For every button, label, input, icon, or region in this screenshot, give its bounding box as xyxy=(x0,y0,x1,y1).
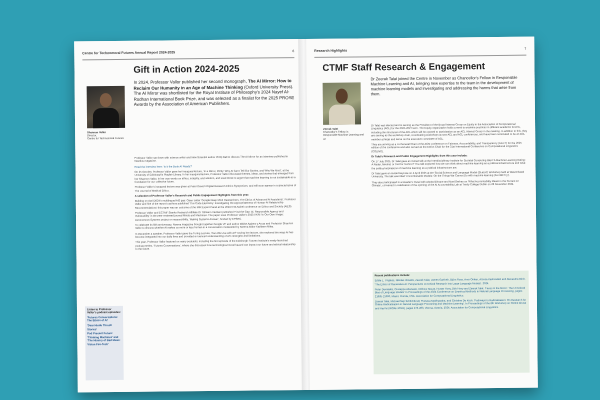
publications-heading: Recent publications include: xyxy=(374,273,410,278)
sidebar-link-futures-conversations[interactable]: 'Futures Conversations: The Ethics of AI' xyxy=(87,315,118,323)
sidebar-link-stories[interactable]: 'Dear Hindu Thrush Stories' xyxy=(87,324,112,331)
vallor-photo-caption xyxy=(87,131,129,141)
right-para-2: They are serving as a co-General Chair of the ACM conference on Fairness, Accountability, and Transparency (FAccT) for the 2025 edition of the conference and also served as the Ethics Chair for the 31st International Conference on Computational Linguistics (COLING). xyxy=(371,141,522,153)
left-page-number: 6 xyxy=(292,49,295,54)
caption-role: Chancellor's Fellow in xyxy=(323,130,349,135)
interview-link[interactable]: Read the interview here: 'Is It the Book AI Reads?' xyxy=(134,164,193,169)
left-para-1: Professor Vallor sat down with science writer and New Scientist author Philip Ball to discuss The AI Mirror for an interview published in Nautilus magazine. xyxy=(134,155,289,164)
caption-role-2: Responsible Machine Learning and xyxy=(323,133,364,138)
left-page-header xyxy=(82,47,294,60)
left-lead-paragraph xyxy=(134,78,296,108)
left-highlights-heading: A selection of Professor Vallor's Research and Public Engagement Highlights from this year: xyxy=(134,193,250,198)
right-header-title: Research Highlights xyxy=(314,48,348,53)
publication-3[interactable]: Zeerak Talat, Michael Sejr Schlichtkrull, Pranava Madhyastha, and Christine De Kock. 'Pathways to Radicalisation: On Research for Online Radicalisation in Natural Language Processing and Machine Learning'. In Proceedings of the 8th Workshop on Online Abuse and Harms (WOAH 2024), pages 276-283, Vienna, Austria, 2024. Association for Computational Linguistics. xyxy=(374,298,527,310)
publications-text xyxy=(373,271,529,314)
podcast-sidebar xyxy=(85,306,124,380)
right-para-5: Dr Talat gave an invited keynote on 4 April 2025 at the 'Social Science and Language Model (SLaLM)' Workshop held at Wetzerbasel University. The talk was titled 'Uncomfortable Models: On the Things We Cannot Do with machine learning (but Will Try)'. xyxy=(371,170,525,179)
left-para-6: To celebrate its fifth anniversary, Noema magazine brought together Google VP and author Blaise Agüera y Arcas and Professor Shannon Vallor to discuss whether AI makes us more or less human in a conversation moderated by Noema editor Kathleen Miles. xyxy=(135,222,294,231)
publication-1[interactable]: Eddie L. Ungless, Nikolas Vitsakis, Zeerak Talat, James Garforth, Björn Ross, Arno Onken, Atoosa Kasirzadeh and Alexandra Birch. 'The Ethics of Generative AI: Perspectives on Ethical Research into Large Language Models'. 2024. xyxy=(374,277,526,286)
left-para-5: Professor Vallor and ECTMF Stanko Research Affiliate Dr Tillmann Vierkant published 'Find the Gap: AI, Responsible Agency and Vulnerability' in the peer-reviewed journal Minds and Machines. The paper uses Professor Vallor's 2023 UKRI 'In Our Own Image: Autonomous Systems project on responsibility, 'Making Systems Answer', funded by EPSRC. xyxy=(134,210,284,222)
left-para-8: This year, Professor Vallor featured on many podcasts, including the first episode of the Edinburgh Futures Institute's newly-launched podcast series, 'Futures Conversations', where she discusses how technological moral hazard can impact our future and ethical relationship to the future. xyxy=(135,239,296,251)
caption-role-2: Centre for Technomoral Futures xyxy=(87,137,124,141)
right-body-text xyxy=(371,123,528,190)
vallor-photo xyxy=(87,86,125,128)
right-page-header xyxy=(314,45,526,58)
lead-text-1: In 2024, Professor Vallor published her second monograph, xyxy=(133,78,247,85)
right-highlights-heading: Dr Talat's Research and Public Engagement Highlights from this year include: xyxy=(371,154,468,159)
left-para-2: On 25 October, Professor Vallor gave her inaugural lecture, 'In a Mirror, Dimly: Why AI Can't Tell Our Stories, and Why We Must', at the University of Edinburgh's Playfair Library. In her inaugural lecture, Professor Vallor discussed themes, ideas, and stories that emerged from her Shannon Vallor, in her own words on ethics, integrity, and wisdom, and used these to argue that machine learning is not sustainable as a foundation for our collective future. xyxy=(134,168,296,184)
publication-2[interactable]: Peter Devatakis, Giuseppe Attanasio, Debora Nozza, Hunter Hovy, Dirk Hovy and Zeerak Talat. 'Faces in the Mirror: The Unnoticed Bias of Language Models' In Proceedings of the 2024 Conference on Empirical Methods in Natural Language Processing, pages 21685-21990, Miami, Florida, USA. Association for Computational Linguistics. xyxy=(374,286,526,298)
sidebar-heading: Listen to Professor Vallor's podcast episodes: xyxy=(86,307,121,315)
right-lead-paragraph: Dr Zeerak Talat joined the Centre in November as Chancellor's Fellow in Responsible Machine Learning and AI, bringing new expertise to the team in the development of machine learning models and investigating and addressing the harms that arise from them. xyxy=(370,74,518,97)
sidebar-link-pod-present-future[interactable]: Pod Present Future: 'Thinking Machines' and 'The History of Bad Ideas: Vision Fire-Tech' xyxy=(87,332,121,346)
right-page xyxy=(306,37,538,390)
talat-photo xyxy=(323,82,361,124)
lead-text-3: (Oxford University Press). The AI Mirror was shortlisted for the Royal Institute of Philosophy's 2024 Nayef Al-Rodhan International Book Prize, and was selected as a finalist for the 2025 PROSE Awards by the Association of American Publishers. xyxy=(133,83,295,108)
caption-name: Shannon Vallor xyxy=(87,131,107,135)
left-para-2b: Professor Vallor's inaugural lecture was given at Peter Davis's Digital Research Ethics Symposium, and will soon appear in a special issue of The Journal of Medical Ethics. xyxy=(134,184,297,193)
publications-box xyxy=(373,271,530,375)
right-para-4: On 17 July 2025, Dr Talat gave an invited talk at the Interdisciplinary Institute for Societal Computing titled 'A Machine Learning Dating: A Radar, Neutral, or Tool for Techno?' The talk explored how we can think about machine learning as a political infrastructure and what the political aspirations of machine learning as a political infrastructure are. xyxy=(371,158,526,171)
left-page xyxy=(74,39,306,392)
left-page-title: Gift in Action 2024-2025 xyxy=(133,62,240,75)
right-para-1: Dr Talat was elected and is serving as the President of the Broad Interest Group on Equity in the Association of Computational Linguistics (ACL) for the 2025-2027 term. The Equity organization holds a remit to examine practices in different academic forums, including the structures of the ACL which will be opened to participation as an ACL Interest Group in the meeting. In addition to this, they are serving as the workshop chair, coordinating workshops across ACL and ACL conferences, and have been nominated to be an ACL member at large and serve on the executive committee of ACL. xyxy=(371,122,528,141)
caption-name: Zeerak Talat xyxy=(323,127,339,131)
report-spread xyxy=(74,37,538,393)
talat-photo-caption xyxy=(323,127,367,140)
caption-role-3: AI xyxy=(323,137,326,141)
left-para-4: Building on April 2024's multilingual AIS gap: Open Letter 'Google Deep Mind Researchers, The Ethics of Advanced AI Assistants'. Professor Vallor and five of the report's authors published 'The Code Electricity: Investigating the Appropriateness of Human-AI Relationship Recommendations' this paper was an outcome of the MIR Expert Panel at the 2024 NTA Nobel conference on Ethics and Society (AIES). xyxy=(134,198,296,210)
right-para-6: They also participated in a Reader's Panel with Abeba Birhane and Noel Derbes on 'What Accountability Meant in the Current AI Climate', convened in celebration of the opening of the AI Accountability Lab at Trinity College Dublin on 28 November 2024. xyxy=(371,179,519,188)
right-page-number: 7 xyxy=(524,46,527,51)
left-body-text xyxy=(134,155,297,253)
left-header-title: Centre for Technomoral Futures Annual Report 2024-2025 xyxy=(82,50,176,56)
caption-role: Director, xyxy=(87,134,97,138)
left-para-7: In December a speaker, Professor Vallor gave the Turing Lecture, 'Can We Live with AI?' During her lecture, she explored the ways AI has become integrated into our daily lives and provided a nuanced understanding of AI's strengths and limitations. xyxy=(135,230,294,239)
right-page-title: CTMF Staff Research & Engagement xyxy=(322,60,486,73)
lead-book-title: The AI Mirror: How to Reclaim Our Humanity in an Age of Machine Thinking xyxy=(133,78,292,91)
